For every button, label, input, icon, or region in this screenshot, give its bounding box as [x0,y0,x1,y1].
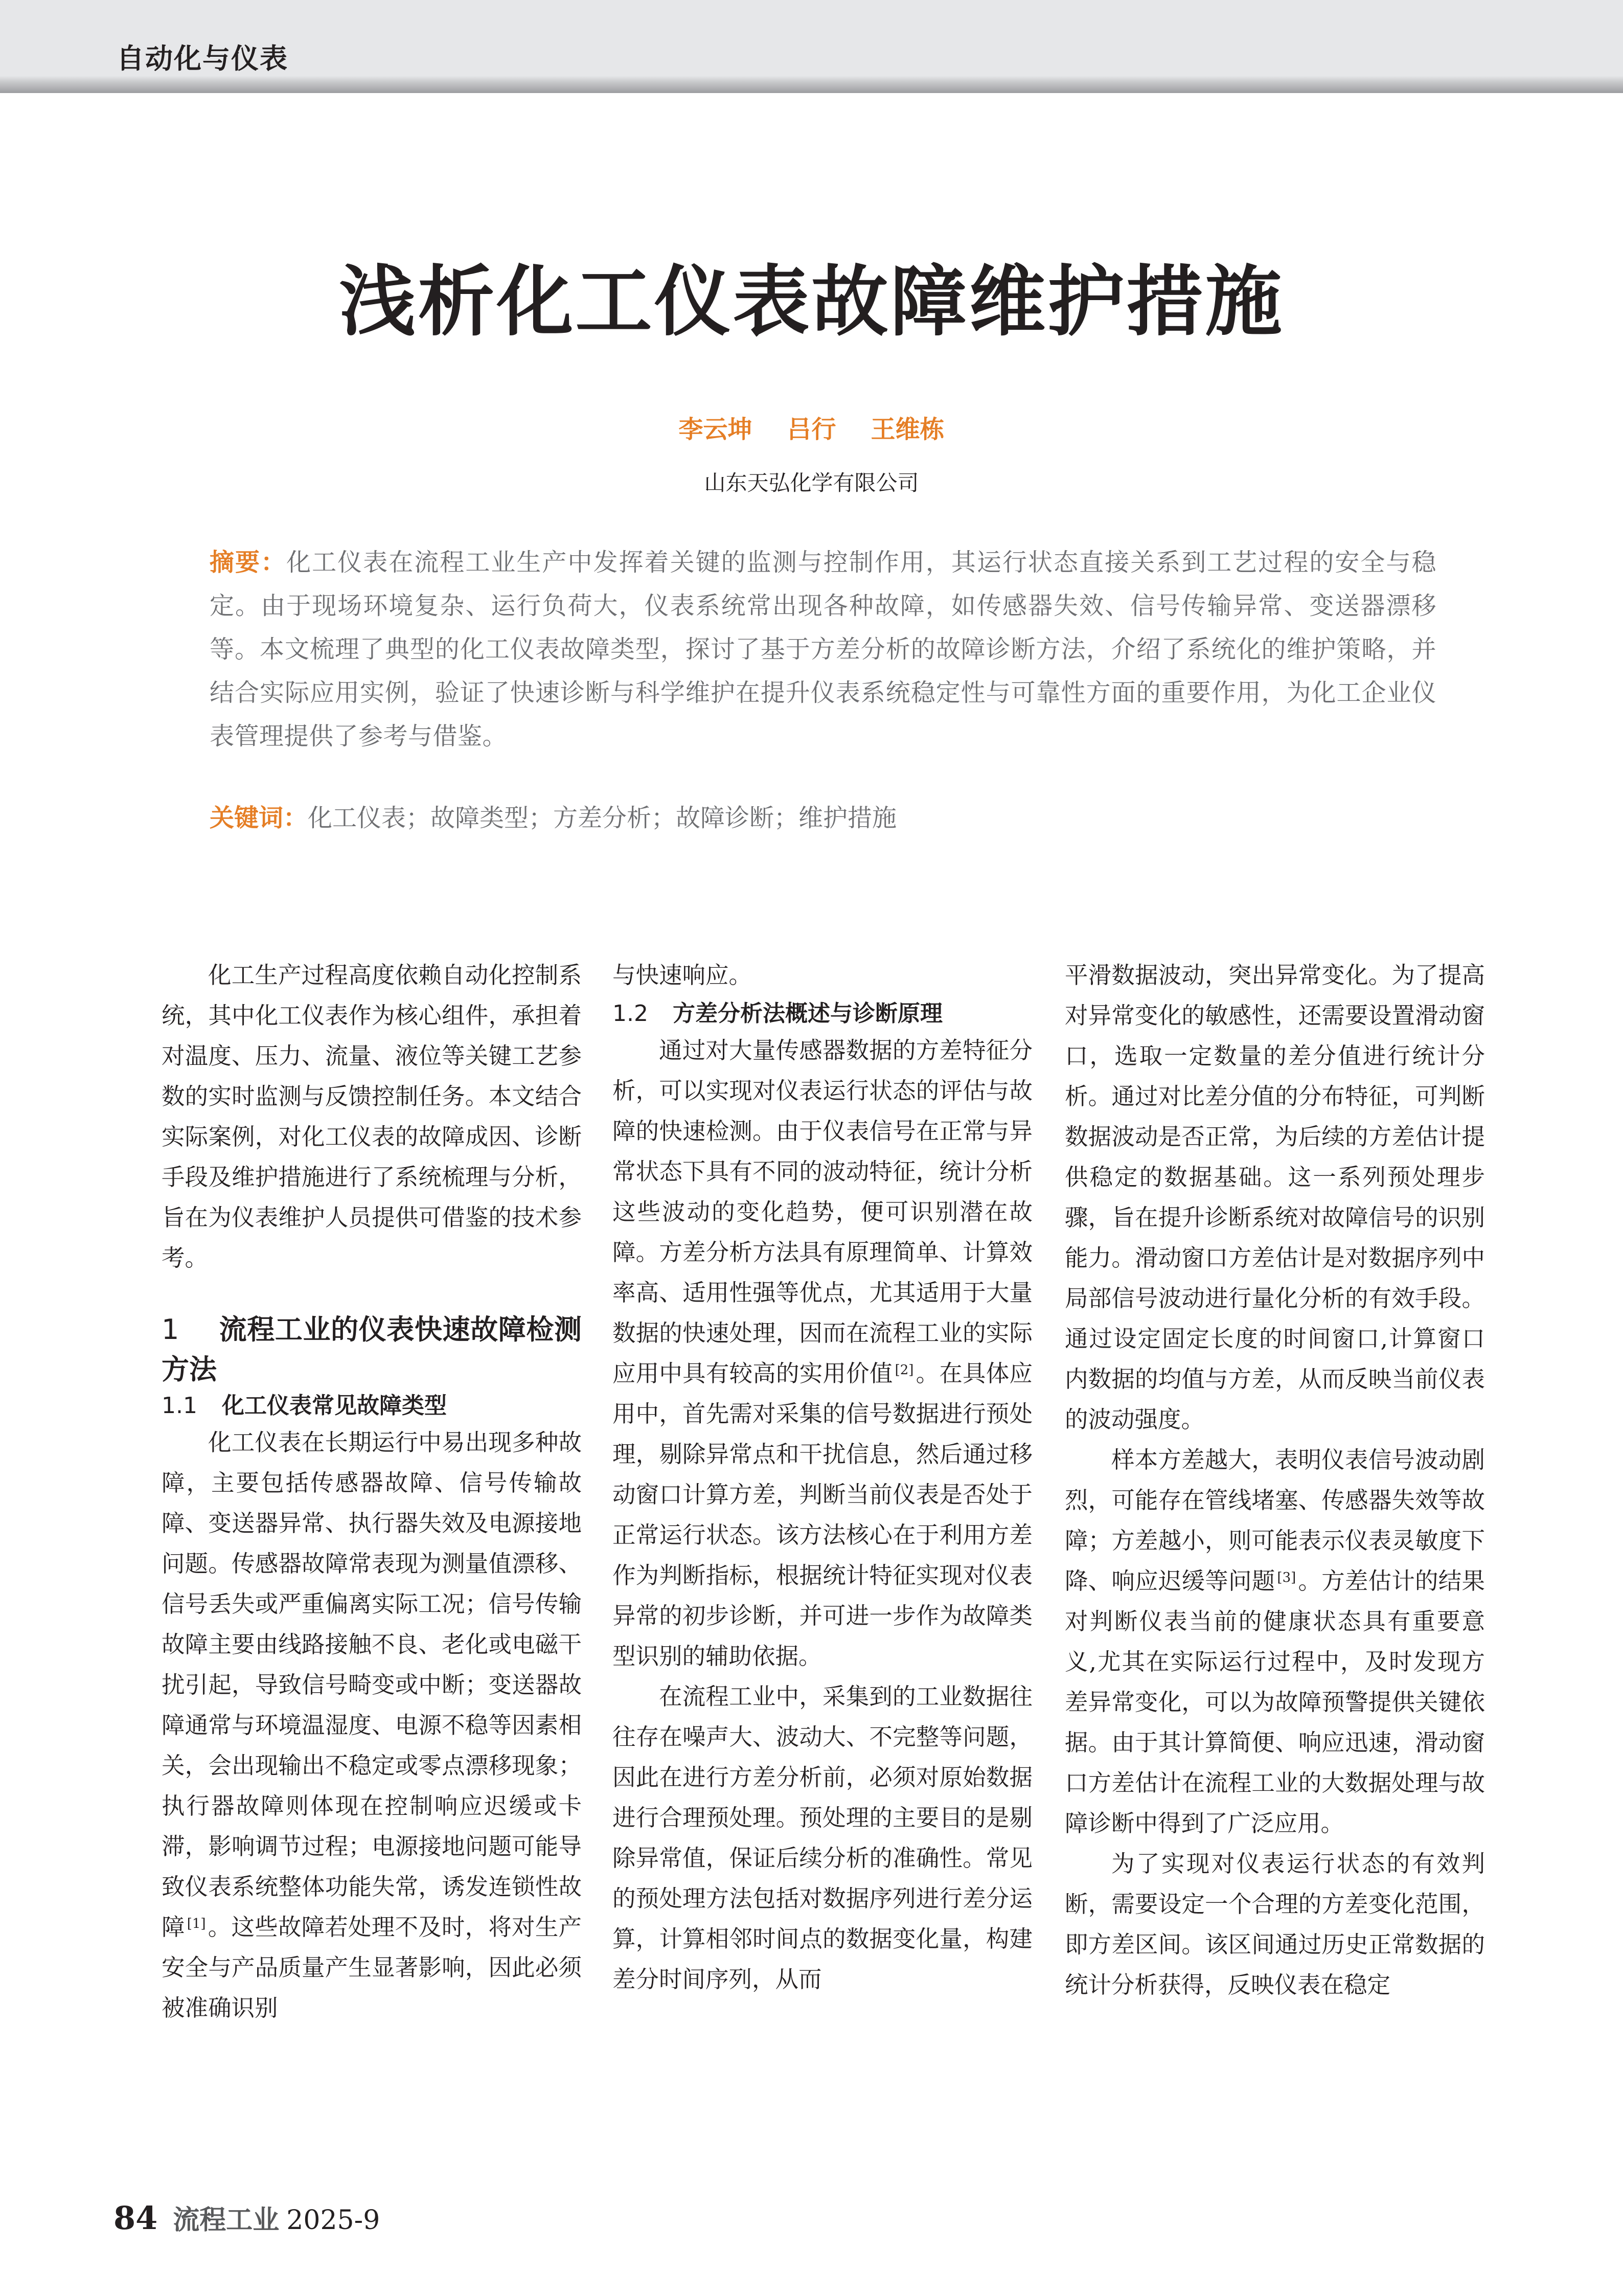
page-number: 84 [113,2199,158,2237]
paragraph-text: 样本方差越大，表明仪表信号波动剧烈，可能存在管线堵塞、传感器失效等故障；方差越小，则可能表示仪表灵敏度下降、响应迟缓等问题 [1065,1446,1485,1595]
subsection-number: 1.1 [162,1393,197,1419]
keywords-label: 关键词： [210,804,308,832]
abstract-text: 化工仪表在流程工业生产中发挥着关键的监测与控制作用，其运行状态直接关系到工艺过程的安全与稳定。由于现场环境复杂、运行负荷大，仪表系统常出现各种故障，如传感器失效、信号传输异常、变送器漂移等。本文梳理了典型的化工仪表故障类型，探讨了基于方差分析的故障诊断方法，介绍了系统化的维护策略，并结合实际应用实例，验证了快速诊断与科学维护在提升仪表系统稳定性与可靠性方面的重要作用，为化工企业仪表管理提供了参考与借鉴。 [210,548,1436,751]
author-name: 王维栋 [871,415,945,444]
paragraph-text: 通过对大量传感器数据的方差特征分析，可以实现对仪表运行状态的评估与故障的快速检测。由于仪表信号在正常与异常状态下具有不同的波动特征，统计分析这些波动的变化趋势，便可识别潜在故障。方差分析方法具有原理简单、计算效率高、适用性强等优点，尤其适用于大量数据的快速处理，因而在流程工业的实际应用中具有较高的实用价值 [612,1037,1033,1387]
abstract-label: 摘要： [210,548,287,577]
paragraph-text: 化工仪表在长期运行中易出现多种故障，主要包括传感器故障、信号传输故障、变送器异常、执行器失效及电源接地问题。传感器故障常表现为测量值漂移、信号丢失或严重偏离实际工况；信号传输故障主要由线路接触不良、老化或电磁干扰引起，导致信号畸变或中断；变送器故障通常与环境温湿度、电源不稳等因素相关，会出现输出不稳定或零点漂移现象；执行器故障则体现在控制响应迟缓或卡滞，影响调节过程；电源接地问题可能导致仪表系统整体功能失常，诱发连锁性故障 [162,1429,582,1941]
paragraph-text: 。在具体应用中，首先需对采集的信号数据进行预处理，剔除异常点和干扰信息，然后通过移动窗口计算方差，判断当前仪表是否处于正常运行状态。该方法核心在于利用方差作为判断指标，根据统计特征实现对仪表异常的初步诊断，并可进一步作为故障类型识别的辅助依据。 [612,1360,1033,1670]
author-name: 李云坤 [678,415,752,444]
citation-ref: [2] [895,1362,914,1378]
abstract [210,541,1436,758]
subsection-title: 化工仪表常见故障类型 [222,1393,447,1419]
section-number: 1 [162,1313,179,1346]
body-paragraph [1065,1440,1485,1844]
citation-ref: [1] [187,1916,206,1931]
body-paragraph: 在流程工业中，采集到的工业数据往往存在噪声大、波动大、不完整等问题，因此在进行方差分析前，必须对原始数据进行合理预处理。预处理的主要目的是剔除异常值，保证后续分析的准确性。常见的预处理方法包括对数据序列进行差分运算，计算相邻时间点的数据变化量，构建差分时间序列，从而 [612,1683,1033,1993]
subsection-heading-1-1 [162,1390,582,1422]
body-column-3 [1065,955,1485,2005]
section-label: 自动化与仪表 [117,42,288,75]
section-header-band [0,0,1623,93]
body-paragraph [162,1422,582,2028]
body-column-2 [612,955,1033,1999]
subsection-number: 1.2 [612,1001,648,1027]
journal-name: 流程工业 [173,2204,280,2236]
paragraph-text: 。这些故障若处理不及时，将对生产安全与产品质量产生显著影响，因此必须被准确识别 [162,1914,582,2021]
journal-issue: 2025-9 [286,2205,380,2236]
article-title: 浅析化工仪表故障维护措施 [339,258,1284,347]
body-paragraph: 为了实现对仪表运行状态的有效判断，需要设定一个合理的方差变化范围，即方差区间。该区间通过历史正常数据的统计分析获得，反映仪表在稳定 [1065,1850,1485,1998]
section-heading-1 [162,1310,582,1390]
author-name: 吕行 [787,415,836,444]
body-paragraph-continued: 平滑数据波动，突出异常变化。为了提高对异常变化的敏感性，还需要设置滑动窗口，选取一定数量的差分值进行统计分析。通过对比差分值的分布特征，可判断数据波动是否正常，为后续的方差估计提供稳定的数据基础。这一系列预处理步骤，旨在提升诊断系统对故障信号的识别能力。滑动窗口方差估计是对数据序列中局部信号波动进行量化分析的有效手段。通过设定固定长度的时间窗口,计算窗口内数据的均值与方差，从而反映当前仪表的波动强度。 [1065,962,1485,1433]
paragraph-text: 。方差估计的结果对判断仪表当前的健康状态具有重要意义,尤其在实际运行过程中，及时发现方差异常变化，可以为故障预警提供关键依据。由于其计算简便、响应迅速，滑动窗口方差估计在流程工业的大数据处理与故障诊断中得到了广泛应用。 [1065,1567,1485,1837]
body-column-1 [162,955,582,2028]
body-paragraph-continued: 与快速响应。 [612,962,752,989]
page-footer [113,2198,380,2237]
subsection-heading-1-2 [612,997,1033,1030]
body-paragraph [612,1030,1033,1676]
section-title: 流程工业的仪表快速故障检测方法 [162,1313,582,1385]
author-affiliation: 山东天弘化学有限公司 [704,470,919,495]
subsection-title: 方差分析法概述与诊断原理 [673,1001,943,1027]
author-list [0,415,1623,445]
citation-ref: [3] [1277,1570,1296,1585]
intro-paragraph: 化工生产过程高度依赖自动化控制系统，其中化工仪表作为核心组件，承担着对温度、压力、流量、液位等关键工艺参数的实时监测与反馈控制任务。本文结合实际案例，对化工仪表的故障成因、诊断手段及维护措施进行了系统梳理与分析，旨在为仪表维护人员提供可借鉴的技术参考。 [162,962,582,1271]
keywords-text: 化工仪表；故障类型；方差分析；故障诊断；维护措施 [308,804,897,832]
keywords [210,798,1436,838]
